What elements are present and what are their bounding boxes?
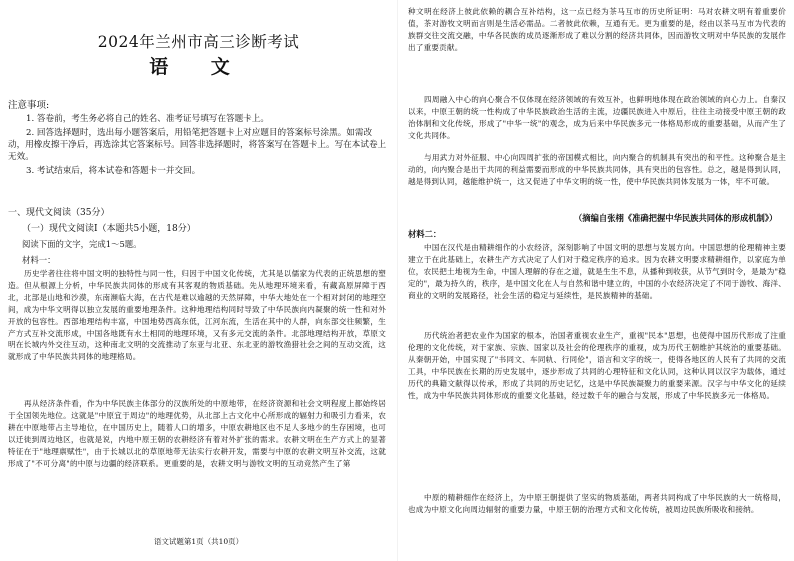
body-paragraph: 与用武力对外征服、中心向四周扩张的帝国模式相比，向内聚合的机制具有突出的和平性。这种聚合是主动的，向内聚合是出于共同的利益需要而形成的中华民族共同体，具有突出的包容性。总之，越是得到认同，越是得到认同，越能维护统一，这又促进了中华文明的统一性，使中华民族共同体发展为一体，牢不可破。 [408,153,786,186]
subject-title: 语 文 [149,56,248,78]
material2-label: 材料二： [408,229,442,239]
body-paragraph: 历史学者往往将中国文明的独特性与同一性，归因于中国文化传统，尤其是以儒家为代表的正统思想的塑造。但从根源上分析，中华民族共同体的形成有其客观的物质基础。先从地理环境来看，有藏高原屏障于西北，北部是山地和沙漠，东南濒临大海，在古代是难以逾越的天然屏障，中华大地处在一个相对封闭的地理空间，成为中华文明得以独立发展的重要地理条件。这种地理结构同时导致了中华民族向内凝聚的统一性和对外开放的包容性。西部地理结构丰富，中国地势西高东低，江河东流，生活在其中的人群，向东部交往频繁，生产方式互补交流形成，中国各地既有水土相同的地理环境，又有多元交流的条件。北部地理结构开放，草原文明在长城内外交往互动，这种南北文明的交流推动了东亚与北亚、东北亚的游牧渔猎社会之间的互动交流，这就形成了中华民族共同体的地理格局。 [8,269,386,362]
notice-item: 2. 回答选择题时，选出每小题答案后，用铅笔把答题卡上对应题目的答案标号涂黑。如需改动，用橡皮擦干净后，再选涂其它答案标号。回答非选择题时，将答案写在答题卡上。写在本试卷上无效。 [8,128,387,162]
body-paragraph: 再从经济条件看，作为中华民族主体部分的汉族所处的中原地带，在经济资源和社会文明程度上都始终居于全国领先地位。这就是"中原宜于周边"的地理优势，从北部上古文化中心所形成的辐射力和吸引力看来，农耕在中原地带占主导地位，在中国历史上，随着人口的增多，中原农耕地区也不足人多地少的生存困境，也可以迁徙到周边地区，也就是说，内地中原王朝的农耕经济有着对外扩张的需求。农耕文明在生产方式上的显著特征在于"地理禀赋性"，由于长城以北的草原地带无法实行农耕开发，需要与中原的农耕文明互补交流，这就形成了"不可分离"的中原与边疆的经济联系。更重要的是，农耕文明与游牧文明的互动竞然产生了第 [8,399,386,468]
body-paragraph: 历代统治者把农业作为国家的根本，治国者重视农业生产，重视"民本"思想，也使得中国历代形成了注重伦理的文化传统，对于家族、宗族、国家以及社会的伦理秩序的重视，成为历代王朝维护其统治的重要基础。从秦朝开始，中国实现了"书同文、车同轨、行同伦"，语言和文字的统一，使得各地区的人民有了共同的交流工具，中华民族在长期的历史发展中，逐步形成了共同的心理特征和文化认同，这种认同以汉字为载体，通过历代的典籍文献得以传承，形成了共同的历史记忆，这是中华民族凝聚力的重要来源。汉字与中华文化的延续性，成为中华民族共同体形成的重要文化基础，经过数千年的融合与发展，形成了中华民族多元一体格局。 [408,331,786,400]
body-paragraph: 四周融入中心的向心聚合不仅体现在经济领域的有效互补，也鲜明地体现在政治领域的向心力上。自秦汉以来，中原王朝的统一性构成了中华民族政治生活的主流，边疆民族进入中原后，往往主动接受中原王朝的政治体制和文化传统，形成了"中华一统"的观念，成为后来中华民族多元一体格局形成的重要基础，从而产生了文化共同体。 [408,95,786,140]
notice-list [8,113,388,179]
source-citation: （摘编自张栩《准确把握中华民族共同体的形成机制》） [574,213,778,223]
section-heading: 一、现代文阅读（35分） [8,208,110,218]
notice-item: 1. 答卷前，考生务必将自己的姓名、准考证号填写在答题卡上。 [26,114,269,124]
page-footer: 语文试题第1页（共10页） [153,537,244,546]
body-paragraph: 种文明在经济上彼此依赖的耦合互补结构，这一点已经为茶马互市的历史所证明：马对农耕文明有着重要价值，茶对游牧文明而言则是生活必需品。二者彼此依赖，互通有无。更为重要的是，经由以茶马互市为代表的族群交往交流交融，中华各民族的成员逐渐形成了难以分割的经济共同体，因而游牧文明对中华民族的发展作出了重要贡献。 [408,7,786,52]
body-paragraph: 中国在汉代是由精耕细作的小农经济，深刻影响了中国文明的思想与发展方向。中国思想的伦理精神主要建立于在此基础上，农耕生产方式决定了人们对于稳定秩序的追求。因为农耕文明要求精耕细作，以家庭为单位，农民把土地视为生命，中国人理解的存在之道，就是生生不息，从播种到收获，从节气到时令，是最为"稳定的"，最为持久的，秩序，是中国文化在人与自然和谐中建立的，中国的小农经济决定了不同于游牧、海洋、商业的文明的发展路径，社会生活的稳定与延续性，是民族精神的基础。 [408,243,786,300]
exam-title: 2024年兰州市高三诊断考试 [97,33,300,51]
page-divider [397,0,398,561]
body-paragraph: 中原的精耕细作在经济上，为中原王朝提供了坚实的物质基础，两者共同构成了中华民族的大一统格局，也成为中原文化向周边辐射的重要力量，中原王朝的治理方式和文化传统，被周边民族所吸收和接纳。 [408,493,786,514]
notice-item: 3. 考试结束后，将本试卷和答题卡一并交回。 [26,166,201,176]
instruction-text: 阅读下面的文字，完成1～5题。 [22,239,142,249]
material1-label: 材料一： [22,255,56,265]
notice-heading: 注意事项: [8,100,50,111]
subsection-heading: （一）现代文阅读Ⅰ（本题共5小题，18分） [22,224,196,234]
right-page [400,0,794,561]
